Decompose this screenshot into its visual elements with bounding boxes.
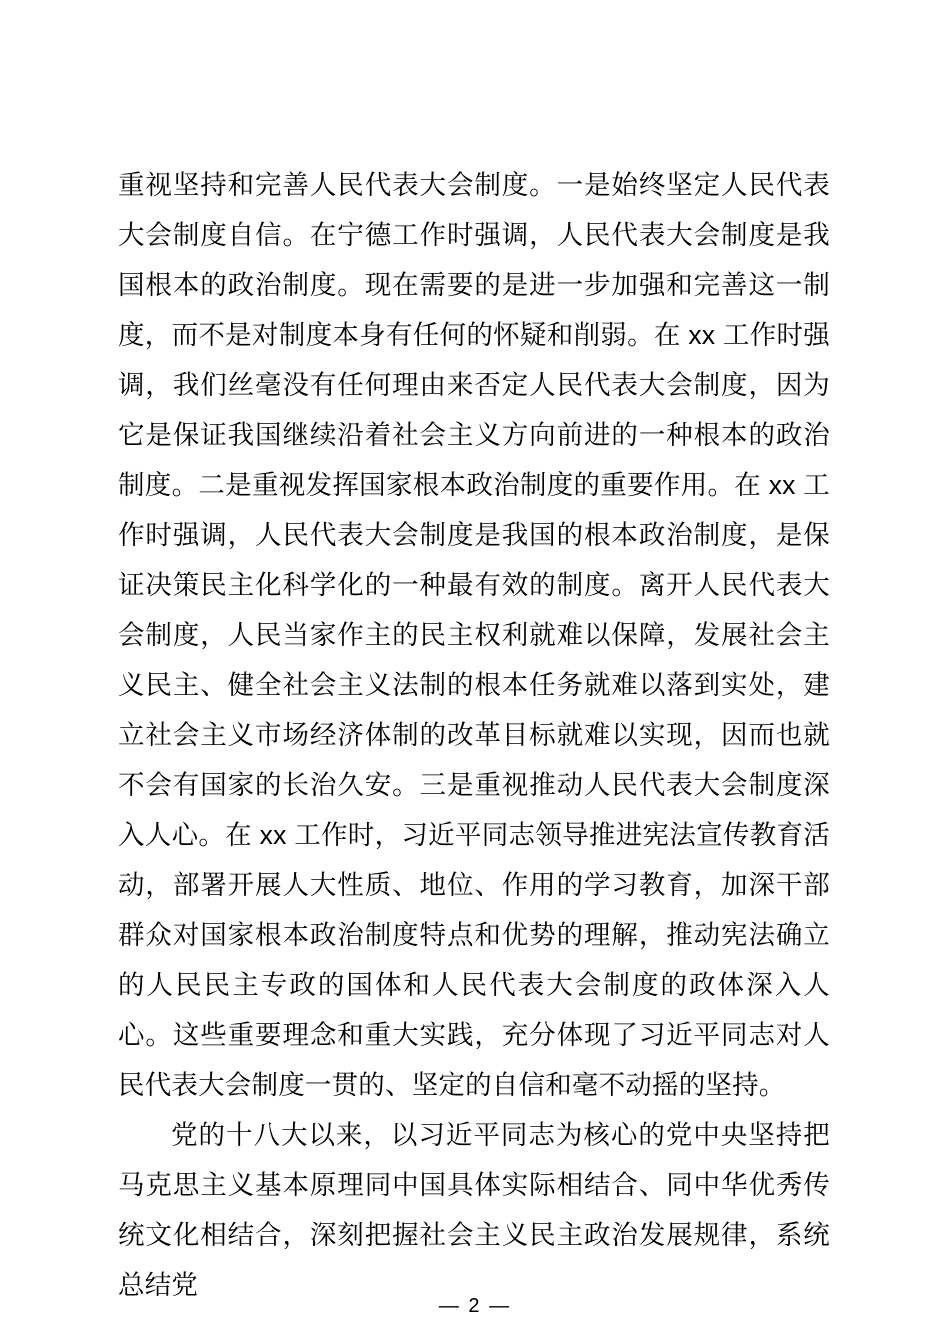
- page-body: [118, 160, 830, 1310]
- page-number: — 2 —: [438, 1295, 512, 1317]
- body-paragraph-2: 党的十八大以来，以习近平同志为核心的党中央坚持把马克思主义基本原理同中国具体实际相结合、同中华优秀传统文化相结合，深刻把握社会主义民主政治发展规律，系统总结党: [118, 1120, 830, 1300]
- body-paragraph-1: 重视坚持和完善人民代表大会制度。一是始终坚定人民代表大会制度自信。在宁德工作时强调，人民代表大会制度是我国根本的政治制度。现在需要的是进一步加强和完善这一制度，而不是对制度本身有任何的怀疑和削弱。在 xx 工作时强调，我们丝毫没有任何理由来否定人民代表大会制度，因为它是保证我国继续沿着社会主义方向前进的一种根本的政治制度。二是重视发挥国家根本政治制度的重要作用。在 xx 工作时强调，人民代表大会制度是我国的根本政治制度，是保证决策民主化科学化的一种最有效的制度。离开人民代表大会制度，人民当家作主的民主权利就难以保障，发展社会主义民主、健全社会主义法制的根本任务就难以落到实处，建立社会主义市场经济体制的改革目标就难以实现，因而也就不会有国家的长治久安。三是重视推动人民代表大会制度深入人心。在 xx 工作时，习近平同志领导推进宪法宣传教育活动，部署开展人大性质、地位、作用的学习教育，加深干部群众对国家根本政治制度特点和优势的理解，推动宪法确立的人民民主专政的国体和人民代表大会制度的政体深入人心。这些重要理念和重大实践，充分体现了习近平同志对人民代表大会制度一贯的、坚定的自信和毫不动摇的坚持。: [118, 170, 830, 1100]
